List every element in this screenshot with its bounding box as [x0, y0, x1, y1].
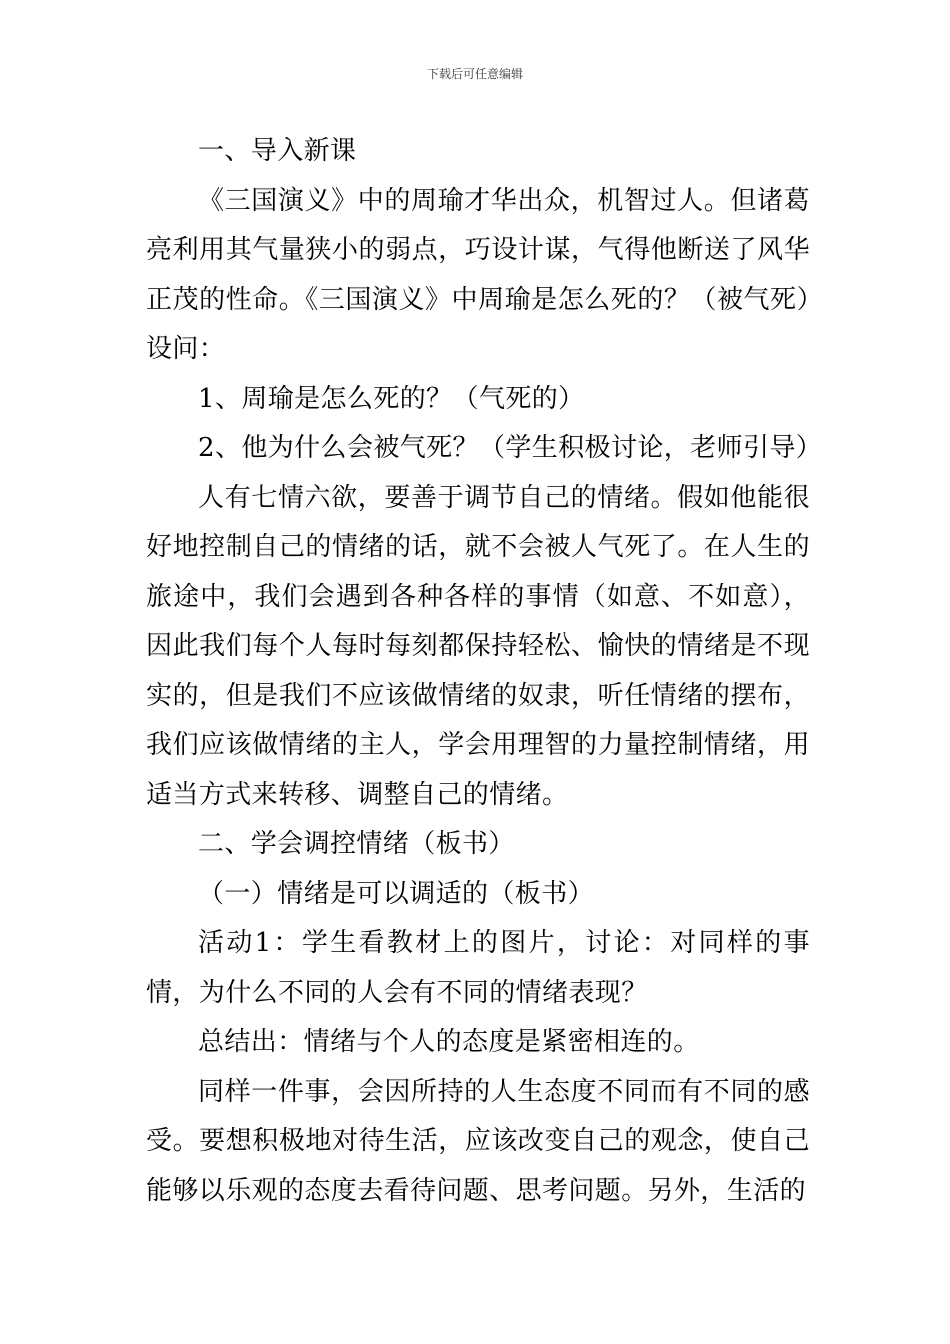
question-2: 2、他为什么会被气死？（学生积极讨论，老师引导）	[198, 433, 823, 463]
section-heading-regulate: 二、学会调控情绪（板书）	[198, 829, 515, 859]
paragraph-zhou-yu-story: 《三国演义》中的周瑜才华出众，机智过人。但诸葛亮利用其气量狭小的弱点，巧设计谋，气得他断送了风华正茂的性命。《三国演义》中周瑜是怎么死的？（被气死）设问：	[146, 185, 810, 364]
summary: 总结出：情绪与个人的态度是紧密相连的。	[198, 1027, 700, 1057]
paragraph-attitude: 同样一件事，会因所持的人生态度不同而有不同的感受。要想积极地对待生活，应该改变自己的观念，使自己能够以乐观的态度去看待问题、思考问题。另外，生活的	[146, 1076, 810, 1206]
section-heading-intro: 一、导入新课	[198, 136, 357, 166]
paragraph-emotion-control: 人有七情六欲，要善于调节自己的情绪。假如他能很好地控制自己的情绪的话，就不会被人气死了。在人生的旅途中，我们会遇到各种各样的事情（如意、不如意），因此我们每个人每时每刻都保持轻松、愉快的情绪是不现实的，但是我们不应该做情绪的奴隶，听任情绪的摆布，我们应该做情绪的主人，学会用理智的力量控制情绪，用适当方式来转移、调整自己的情绪。	[146, 482, 810, 810]
page-header: 下载后可任意编辑	[426, 67, 523, 81]
question-1: 1、周瑜是怎么死的？（气死的）	[198, 383, 585, 414]
activity-1: 活动1：学生看教材上的图片，讨论：对同样的事情，为什么不同的人会有不同的情绪表现？	[146, 928, 810, 1008]
document-body	[146, 127, 823, 1216]
subsection-heading-adjustable: （一）情绪是可以调适的（板书）	[198, 878, 595, 909]
